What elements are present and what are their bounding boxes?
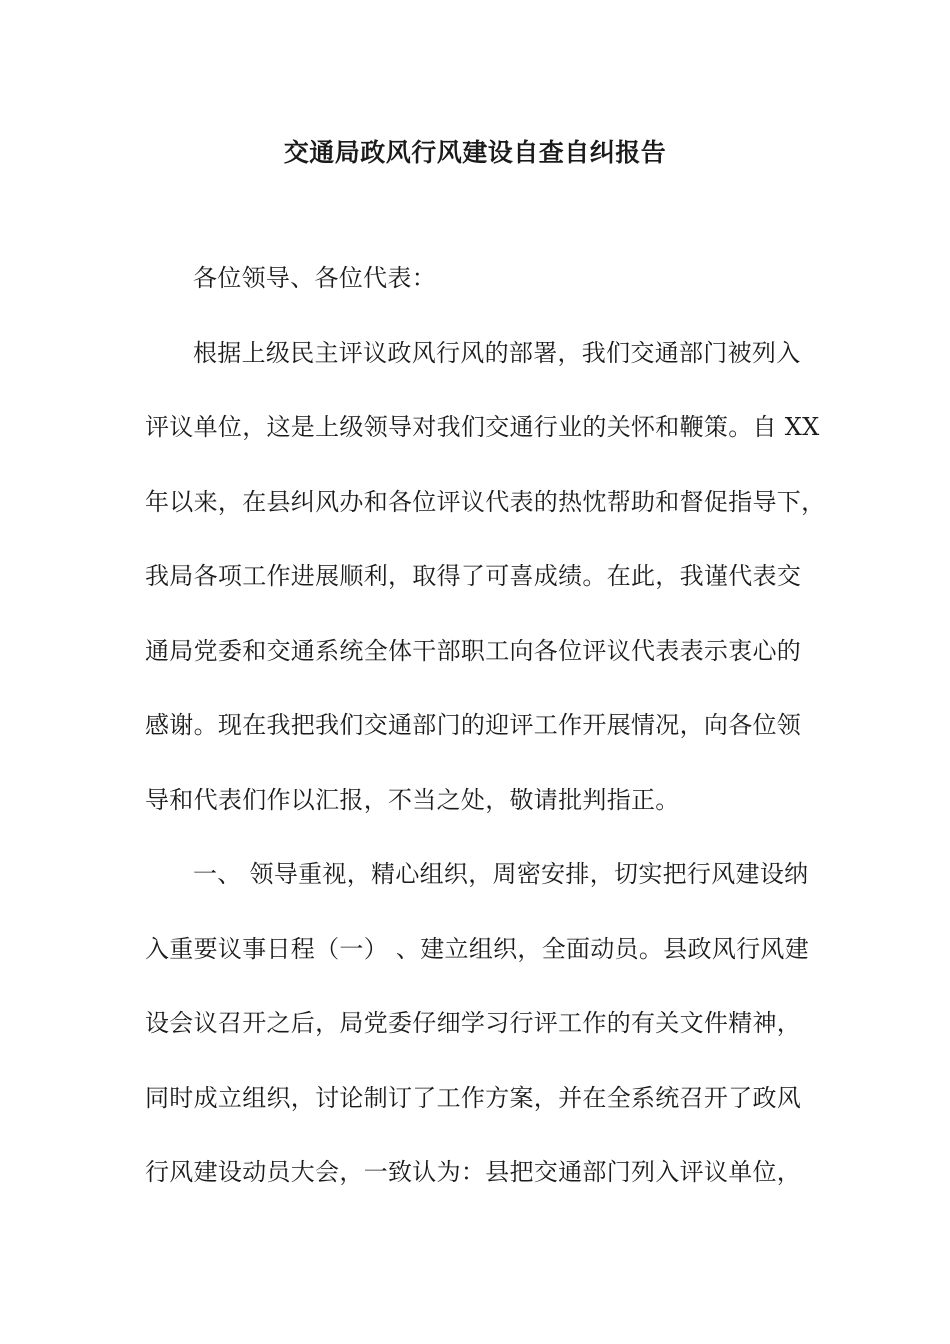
document-title: 交通局政风行风建设自查自纠报告	[283, 138, 667, 167]
body-line-4: 我局各项工作进展顺利，取得了可喜成绩。在此，我谨代表交	[145, 562, 802, 590]
body-line-5: 通局党委和交通系统全体干部职工向各位评议代表表示衷心的	[145, 637, 802, 665]
body-line-11: 同时成立组织，讨论制订了工作方案，并在全系统召开了政风	[145, 1084, 802, 1112]
section-heading-line: 一、 领导重视，精心组织，周密安排，切实把行风建设纳	[193, 860, 809, 888]
body-line-10: 设会议召开之后，局党委仔细学习行评工作的有关文件精神，	[145, 1009, 802, 1037]
body-line-7: 导和代表们作以汇报，不当之处，敬请批判指正。	[145, 786, 680, 814]
body-line-3: 年以来，在县纠风办和各位评议代表的热忱帮助和督促指导下，	[145, 488, 826, 516]
body-line-6: 感谢。现在我把我们交通部门的迎评工作开展情况，向各位领	[145, 711, 802, 739]
body-line-1: 根据上级民主评议政风行风的部署，我们交通部门被列入	[193, 339, 801, 367]
body-line-12: 行风建设动员大会，一致认为：县把交通部门列入评议单位，	[145, 1158, 802, 1186]
body-line-9: 入重要议事日程（一） 、建立组织，全面动员。县政风行风建	[145, 935, 810, 963]
salutation-line: 各位领导、各位代表：	[193, 264, 436, 292]
body-line-2: 评议单位，这是上级领导对我们交通行业的关怀和鞭策。自 XX	[145, 413, 820, 441]
